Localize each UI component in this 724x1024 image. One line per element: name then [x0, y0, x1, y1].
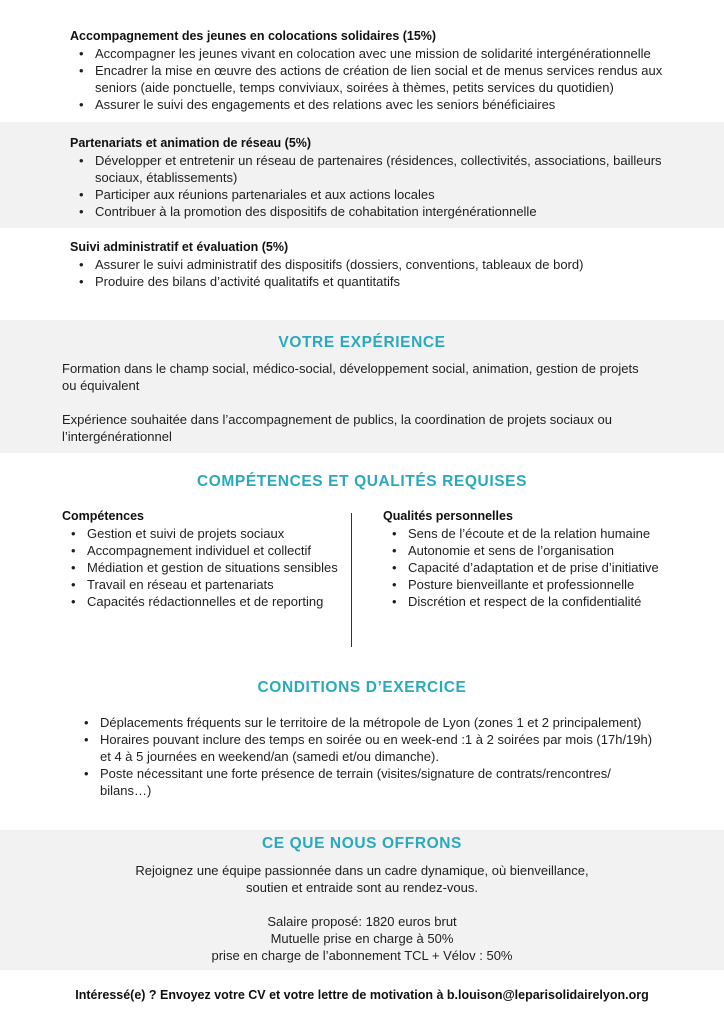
list-item: • Posture bienveillante et professionnelle	[383, 576, 683, 593]
list-item: • Contribuer à la promotion des dispositifs de cohabitation intergénérationnelle	[70, 203, 684, 220]
section-title: Suivi administratif et évaluation (5%)	[70, 240, 289, 254]
skills-heading: COMPÉTENCES ET QUALITÉS REQUISES	[196, 473, 528, 490]
list-item: • Capacité d’adaptation et de prise d’initiative	[383, 559, 683, 576]
mutuelle-text: Mutuelle prise en charge à 50%	[270, 931, 454, 946]
offer-line-1: Rejoignez une équipe passionnée dans un cadre dynamique, où bienveillance,	[135, 863, 589, 878]
experience-paragraph-2: Expérience souhaitée dans l’accompagnement de publics, la coordination de projets sociaux ou l’intergénérationnel	[62, 412, 612, 444]
list-item: • Produire des bilans d’activité qualitatifs et quantitatifs	[70, 273, 684, 290]
section-suivi	[0, 239, 724, 290]
offer-line-2: soutien et entraide sont au rendez-vous.	[246, 880, 478, 895]
experience-paragraph-1: Formation dans le champ social, médico-social, développement social, animation, gestion de projets ou équivalent	[62, 361, 639, 393]
list-item: • Déplacements fréquents sur le territoire de la métropole de Lyon (zones 1 et 2 principalement)	[75, 714, 655, 731]
section-title: Accompagnement des jeunes en colocations solidaires (15%)	[70, 29, 437, 43]
list-item: • Assurer le suivi administratif des dispositifs (dossiers, conventions, tableaux de bord)	[70, 256, 684, 273]
list-item: • Gestion et suivi de projets sociaux	[62, 525, 347, 542]
bullet-list	[70, 256, 684, 290]
section-partenariats	[0, 122, 724, 228]
list-item: • Accompagner les jeunes vivant en colocation avec une mission de solidarité intergénérationnelle	[70, 45, 684, 62]
list-item: • Accompagnement individuel et collectif	[62, 542, 347, 559]
conditions-heading: CONDITIONS D’EXERCICE	[257, 679, 467, 696]
section-colocations	[0, 28, 724, 113]
skills-column-qualites	[383, 508, 683, 610]
list-item: • Participer aux réunions partenariales et aux actions locales	[70, 186, 684, 203]
list-item: • Assurer le suivi des engagements et des relations avec les seniors bénéficiaires	[70, 96, 684, 113]
section-title: Partenariats et animation de réseau (5%)	[70, 136, 312, 150]
list-item: • Discrétion et respect de la confidentialité	[383, 593, 683, 610]
conditions-list	[75, 714, 655, 799]
competences-list	[62, 525, 347, 610]
list-item: • Poste nécessitant une forte présence de terrain (visites/signature de contrats/rencontres/ bilans…)	[75, 765, 655, 799]
list-item: • Travail en réseau et partenariats	[62, 576, 347, 593]
competences-title: Compétences	[62, 509, 144, 523]
list-item: • Horaires pouvant inclure des temps en soirée ou en week-end :1 à 2 soirées par mois (17h/19h) et 4 à 5 journées en weekend/an (samedi et/ou dimanche).	[75, 731, 655, 765]
offer-heading: CE QUE NOUS OFFRONS	[262, 835, 462, 852]
column-divider	[351, 513, 352, 647]
section-experience	[0, 320, 724, 453]
list-item: • Sens de l’écoute et de la relation humaine	[383, 525, 683, 542]
section-conditions	[75, 714, 655, 799]
bullet-list	[70, 45, 684, 113]
skills-column-competences	[62, 508, 347, 610]
salary-text: Salaire proposé: 1820 euros brut	[267, 914, 457, 929]
list-item: • Autonomie et sens de l’organisation	[383, 542, 683, 559]
qualites-title: Qualités personnelles	[383, 509, 513, 523]
list-item: • Capacités rédactionnelles et de reporting	[62, 593, 347, 610]
list-item: • Encadrer la mise en œuvre des actions de création de lien social et de menus services rendus aux seniors (aide ponctuelle, temps conviviaux, soirées à thèmes, petits services du quotidien)	[70, 62, 684, 96]
experience-heading: VOTRE EXPÉRIENCE	[278, 334, 446, 351]
qualites-list	[383, 525, 683, 610]
section-offer	[0, 830, 724, 970]
list-item: • Développer et entretenir un réseau de partenaires (résidences, collectivités, associations, bailleurs sociaux, établissements)	[70, 152, 684, 186]
list-item: • Médiation et gestion de situations sensibles	[62, 559, 347, 576]
contact-footer: Intéressé(e) ? Envoyez votre CV et votre lettre de motivation à b.louison@leparisolidairelyon.org	[75, 988, 649, 1002]
bullet-list	[70, 152, 684, 220]
transport-text: prise en charge de l’abonnement TCL + Vélov : 50%	[211, 948, 513, 963]
